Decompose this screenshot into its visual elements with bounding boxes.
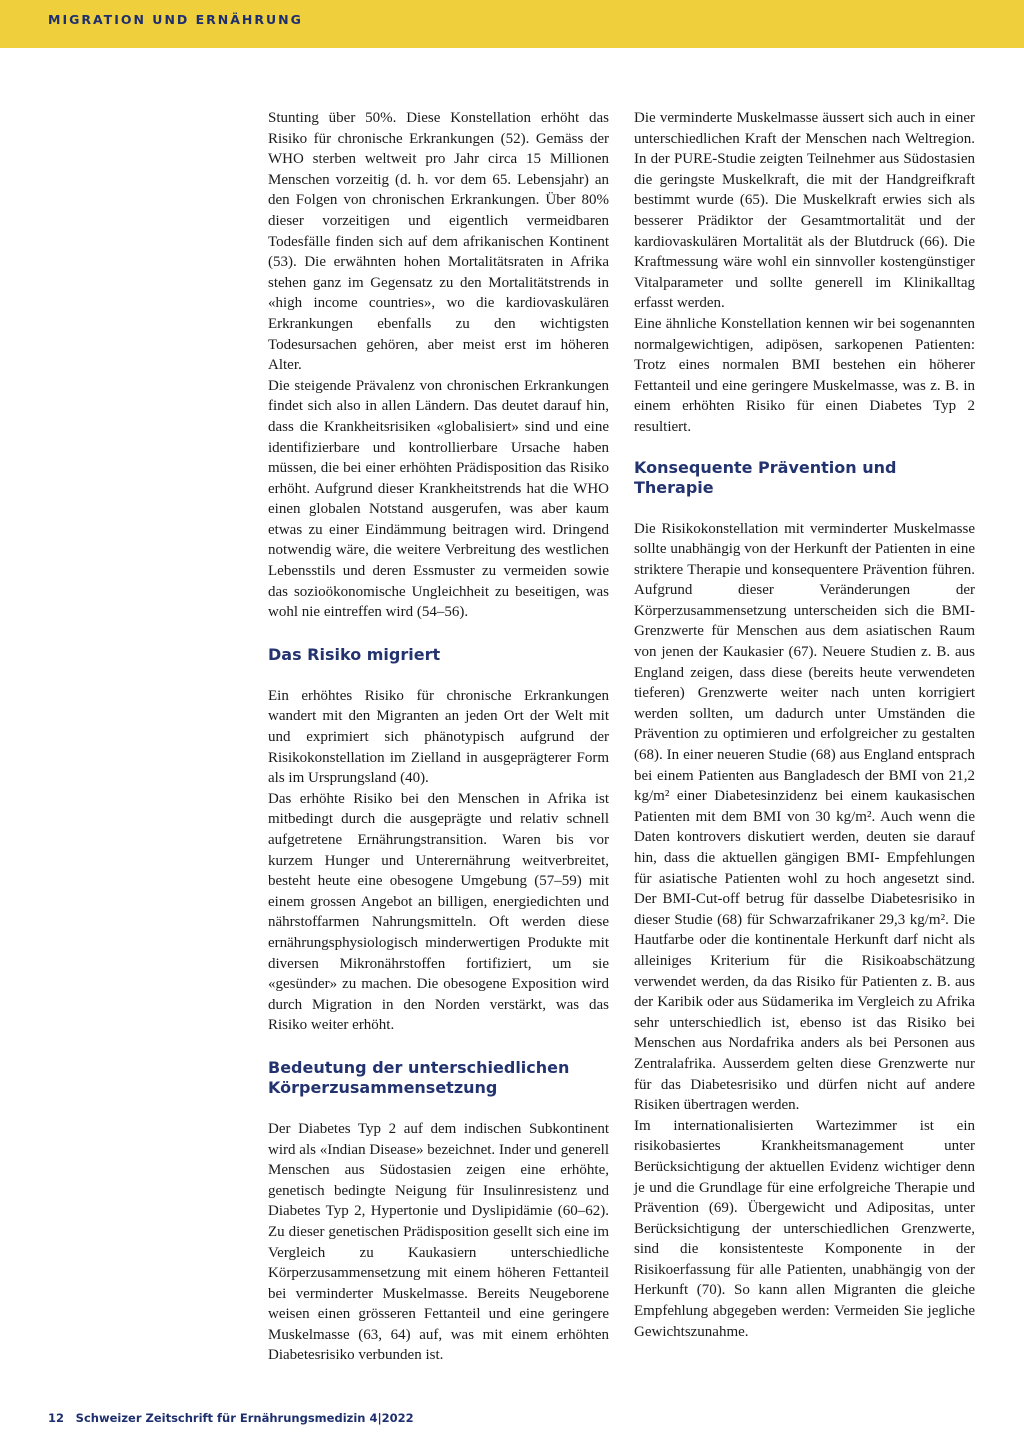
paragraph: Das erhöhte Risiko bei den Menschen in Afrika ist mitbedingt durch die ausgeprägte und relativ schnell aufgetretene Ernährungstransition. Waren bis vor kurzem Hunger und Unterernährung weitverbreitet, besteht heute eine obesogene Umgebung (57–59) mit einem grossen Angebot an billigen, energiedichten und nährstoffarmen Nahrungsmitteln. Oft werden diese ernährungsphysiologisch minderwertigen Produkte mit diversen Mikronährstoffen fortifiziert, um sie «gesünder» zu machen. Die obesogene Exposition wird durch Migration in den Norden verstärkt, was das Risiko weiter erhöht. [268,790,609,1034]
page-footer [48,1411,414,1425]
page-number: 12 [48,1411,65,1425]
paragraph: Eine ähnliche Konstellation kennen wir bei sogenannten normalgewichtigen, adipösen, sarkopenen Patienten: Trotz eines normalen BMI bestehen ein höherer Fettanteil und eine geringere Muskelmasse, was z. B. in einem erhöhten Risiko für einen Diabetes Typ 2 resultiert. [634,315,975,435]
paragraph: Die Risikokonstellation mit verminderter Muskelmasse sollte unabhängig von der Herkunft der Patienten in eine striktere Therapie und konsequentere Prävention führen. Aufgrund dieser Veränderungen der Körperzusammensetzung unterscheiden sich die BMI-Grenzwerte für Menschen aus dem asiatischen Raum von jenen der Kaukasier (67). Neuere Studien z. B. aus England zeigen, dass diese (bereits heute verwendeten tieferen) Grenzwerte weiter nach unten korrigiert werden sollten, um dadurch unter Umständen die Prävention zu optimieren und erfolgreicher zu gestalten (68). In einer neueren Studie (68) aus England entsprach bei einem Patienten aus Bangladesch der BMI von 21,2 kg/m² einer Diabetesinzidenz bei einem kaukasischen Patienten mit dem BMI von 30 kg/m². Auch wenn die Daten kontrovers diskutiert werden, deuten sie darauf hin, dass die aktuellen gängigen BMI- Empfehlungen für asiatische Patienten wohl zu hoch angesetzt sind. Der BMI-Cut-off betrug für dasselbe Diabetesrisiko in dieser Studie (68) für Schwarzafrikaner 29,3 kg/m². Die Hautfarbe oder die kontinentale Herkunft darf nicht als alleiniges Kriterium für die Risikoabschätzung verwendet werden, da das Risiko für Patienten z. B. aus der Karibik oder aus Südamerika im Vergleich zu Afrika sehr unterschiedlich ist, ebenso ist das Risiko bei Menschen aus Nordafrika anders als bei Personen aus Zentralafrika. Ausserdem gelten diese Grenzwerte nur für das Diabetesrisiko und dürfen nicht auf andere Risiken übertragen werden. [634,520,975,1114]
paragraph: Die verminderte Muskelmasse äussert sich auch in einer unterschiedlichen Kraft der Menschen nach Weltregion. In der PURE-Studie zeigten Teilnehmer aus Südostasien die geringste Muskelkraft, die mit der Handgreifkraft bestimmt wurde (65). Die Muskelkraft erwies sich als besserer Prädiktor der Gesamtmortalität und der kardiovaskulären Mortalität als der Blutdruck (66). Die Kraftmessung wäre wohl ein sinnvoller kostengünstiger Vitalparameter und sollte generell im Klinikalltag erfasst werden. [634,110,975,312]
paragraph: Ein erhöhtes Risiko für chronische Erkrankungen wandert mit den Migranten an jeden Ort der Welt mit und exprimiert sich phänotypisch aufgrund der Risikokonstellation im Zielland in ausgeprägterer Form als im Ursprungsland (40). [268,687,609,787]
paragraph: Die steigende Prävalenz von chronischen Erkrankungen findet sich also in allen Ländern. Das deutet darauf hin, dass die Krankheitsrisiken «globalisiert» sind und eine identifizierbare und kontrollierbare Ursache haben müssen, die bei einer erhöhten Prädisposition das Risiko erhöht. Aufgrund dieser Krankheitstrends hat die WHO einen globalen Notstand ausgerufen, was aber kaum etwas zu einer Eindämmung beitragen wird. Dringend notwendig wäre, die weitere Verbreitung des westlichen Lebensstils und deren Essmuster zu vermeiden sowie das sozioökonomische Ungleichheit zu beseitigen, was wohl nie eintreffen wird (54–56). [268,377,609,621]
paragraph: Stunting über 50%. Diese Konstellation erhöht das Risiko für chronische Erkrankungen (52). Gemäss der WHO sterben weltweit pro Jahr circa 15 Millionen Menschen vorzeitig (d. h. vor dem 65. Lebensjahr) an den Folgen von chronischen Erkrankungen. Über 80% dieser vorzeitigen und eigentlich vermeidbaren Todesfälle finden sich auf dem afrikanischen Kontinent (53). Die erwähnten hohen Mortalitätsraten in Afrika stehen ganz im Gegensatz zu den Mortalitätstrends in «high income countries», wo die kardiovaskulären Erkrankungen ebenfalls zu den wichtigsten Todesursachen gehören, aber meist erst im höheren Alter. [268,110,609,374]
journal-title: Schweizer Zeitschrift für Ernährungsmedizin 4|2022 [75,1411,414,1425]
paragraph: Im internationalisierten Wartezimmer ist ein risikobasiertes Krankheitsmanagement unter Berücksichtigung der aktuellen Evidenz wichtiger denn je und die Grundlage für eine erfolgreiche Therapie und Prävention (69). Übergewicht und Adipositas, unter Berücksichtigung der unterschiedlichen Grenzwerte, sind die konsistenteste Komponente in der Risikoerfassung für alle Patienten, unabhängig von der Herkunft (70). So kann allen Migranten die gleiche Empfehlung abgegeben werden: Vermeiden Sie jegliche Gewichtszunahme. [634,1117,975,1340]
section-heading: Bedeutung der unterschiedlichen Körperzusammensetzung [268,1057,570,1097]
left-column [268,108,609,1366]
right-column [634,108,975,1342]
section-title: MIGRATION UND ERNÄHRUNG [48,12,303,27]
section-heading: Konsequente Prävention und Therapie [634,457,897,497]
section-heading: Das Risiko migriert [268,644,441,664]
paragraph: Der Diabetes Typ 2 auf dem indischen Subkontinent wird als «Indian Disease» bezeichnet. Inder und generell Menschen aus Südostasien zeigen eine erhöhte, genetisch bedingte Neigung für Insulinresistenz und Diabetes Typ 2, Hypertonie und Dyslipidämie (60–62). Zu dieser genetischen Prädisposition gesellt sich eine im Vergleich zu Kaukasiern unterschiedliche Körperzusammensetzung mit einem höheren Fettanteil bei verminderter Muskelmasse. Bereits Neugeborene weisen einen grösseren Fettanteil und eine geringere Muskelmasse (63, 64) auf, was mit einem erhöhten Diabetesrisiko verbunden ist. [268,1120,609,1364]
